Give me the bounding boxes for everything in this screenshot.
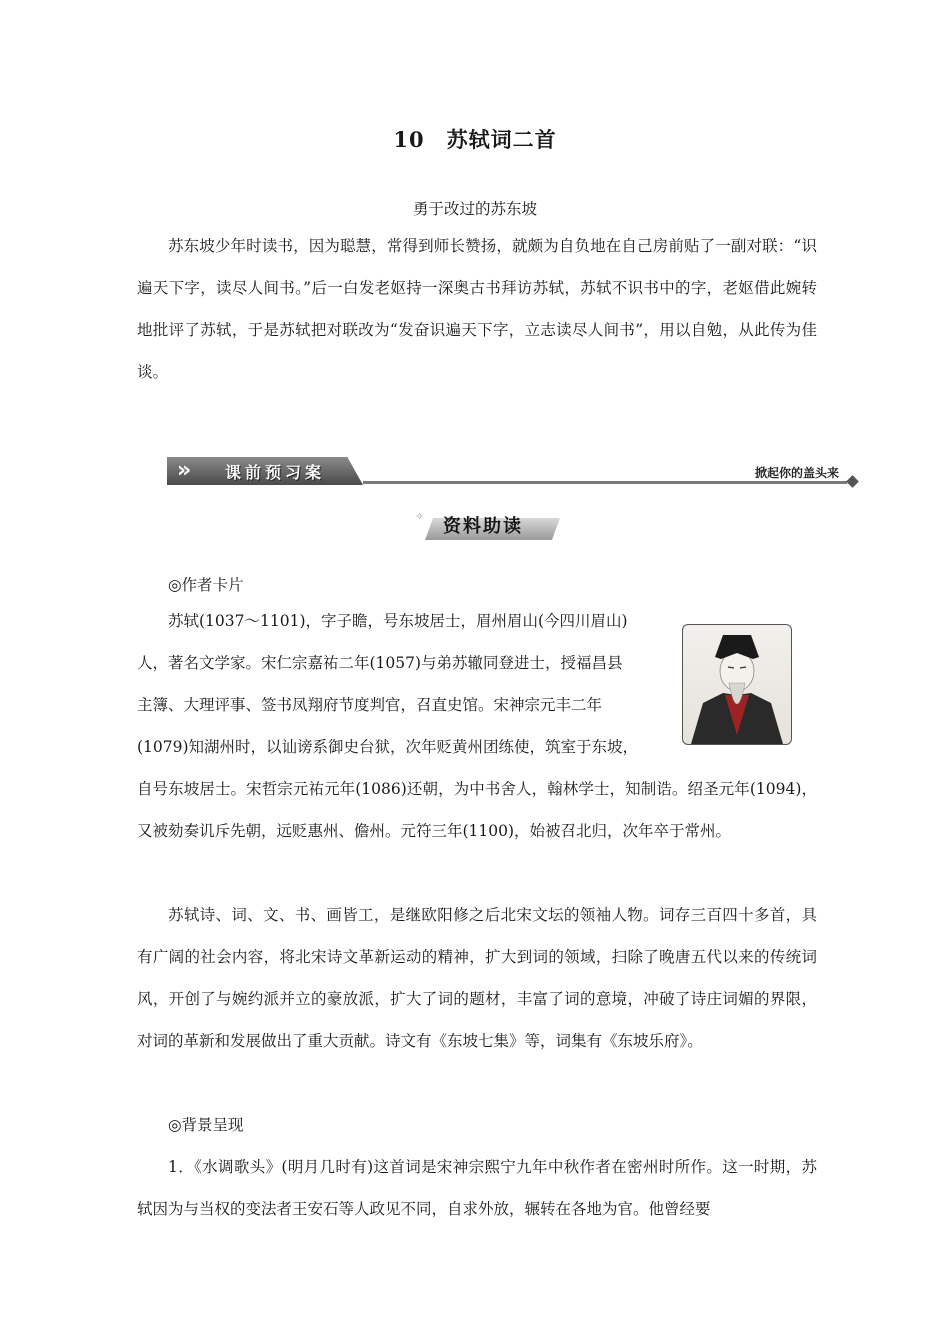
- banner-rule: [363, 481, 847, 484]
- diamond-icon: [846, 475, 859, 488]
- banner-label: 课前预习案: [225, 463, 326, 482]
- section-banner: [167, 455, 857, 489]
- bio-line: 苏轼(1037～1101)，字子瞻，号东坡居士，眉州眉山(今四川眉山): [168, 612, 628, 630]
- story-title: 勇于改过的苏东坡: [412, 200, 537, 218]
- background-heading: ◎背景呈现: [168, 1116, 244, 1134]
- bio-line: 主簿、大理评事、签书凤翔府节度判官，召直史馆。宋神宗元丰二年: [137, 696, 603, 714]
- story-paragraph: 苏东坡少年时读书，因为聪慧，常得到师长赞扬，就颇为自负地在自己房前贴了一副对联：“识遍天下字，读尽人间书。”后一白发老妪持一深奥古书拜访苏轼，苏轼不识书中的字，老妪借此婉转地批评了苏轼，于是苏轼把对联改为“发奋识遍天下字，立志读尽人间书”，用以自勉，从此传为佳谈。: [137, 237, 817, 381]
- lesson-title: 苏轼词二首: [446, 127, 557, 152]
- author-bio-rest: 自号东坡居士。宋哲宗元祐元年(1086)还朝，为中书舍人，翰林学士，知制诰。绍圣元年(1094)，又被劾奏讥斥先朝，远贬惠州、儋州。元符三年(1100)，始被召北归，次年卒于常州。: [137, 780, 817, 840]
- background-item-1: 1．《水调歌头》(明月几时有)这首词是宋神宗熙宁九年中秋作者在密州时所作。这一时期，苏轼因为与当权的变法者王安石等人政见不同，自求外放，辗转在各地为官。他曾经要: [137, 1158, 817, 1218]
- sparkle-icon: ✧: [415, 510, 425, 523]
- author-bio-top: [137, 600, 677, 768]
- section-tag-label: 资料助读: [443, 516, 523, 537]
- section-tag: [415, 510, 565, 540]
- bio-line: (1079)知湖州时，以讪谤系御史台狱，次年贬黄州团练使，筑室于东坡，: [137, 738, 639, 756]
- lesson-number: 10: [393, 127, 425, 152]
- author-card-heading: ◎作者卡片: [168, 576, 244, 594]
- portrait-illustration: [683, 625, 791, 744]
- page-title: [0, 124, 950, 154]
- banner-tagline: 掀起你的盖头来: [754, 466, 839, 480]
- author-style-paragraph: 苏轼诗、词、文、书、画皆工，是继欧阳修之后北宋文坛的领袖人物。词存三百四十多首，具有广阔的社会内容，将北宋诗文革新运动的精神，扩大到词的领域，扫除了晚唐五代以来的传统词风，开创了与婉约派并立的豪放派，扩大了词的题材，丰富了词的意境，冲破了诗庄词媚的界限，对词的革新和发展做出了重大贡献。诗文有《东坡七集》等，词集有《东坡乐府》。: [137, 906, 817, 1050]
- bio-line: 人，著名文学家。宋仁宗嘉祐二年(1057)与弟苏辙同登进士，授福昌县: [137, 654, 623, 672]
- su-shi-portrait: [682, 624, 792, 745]
- chevron-right-icon: »: [177, 458, 192, 483]
